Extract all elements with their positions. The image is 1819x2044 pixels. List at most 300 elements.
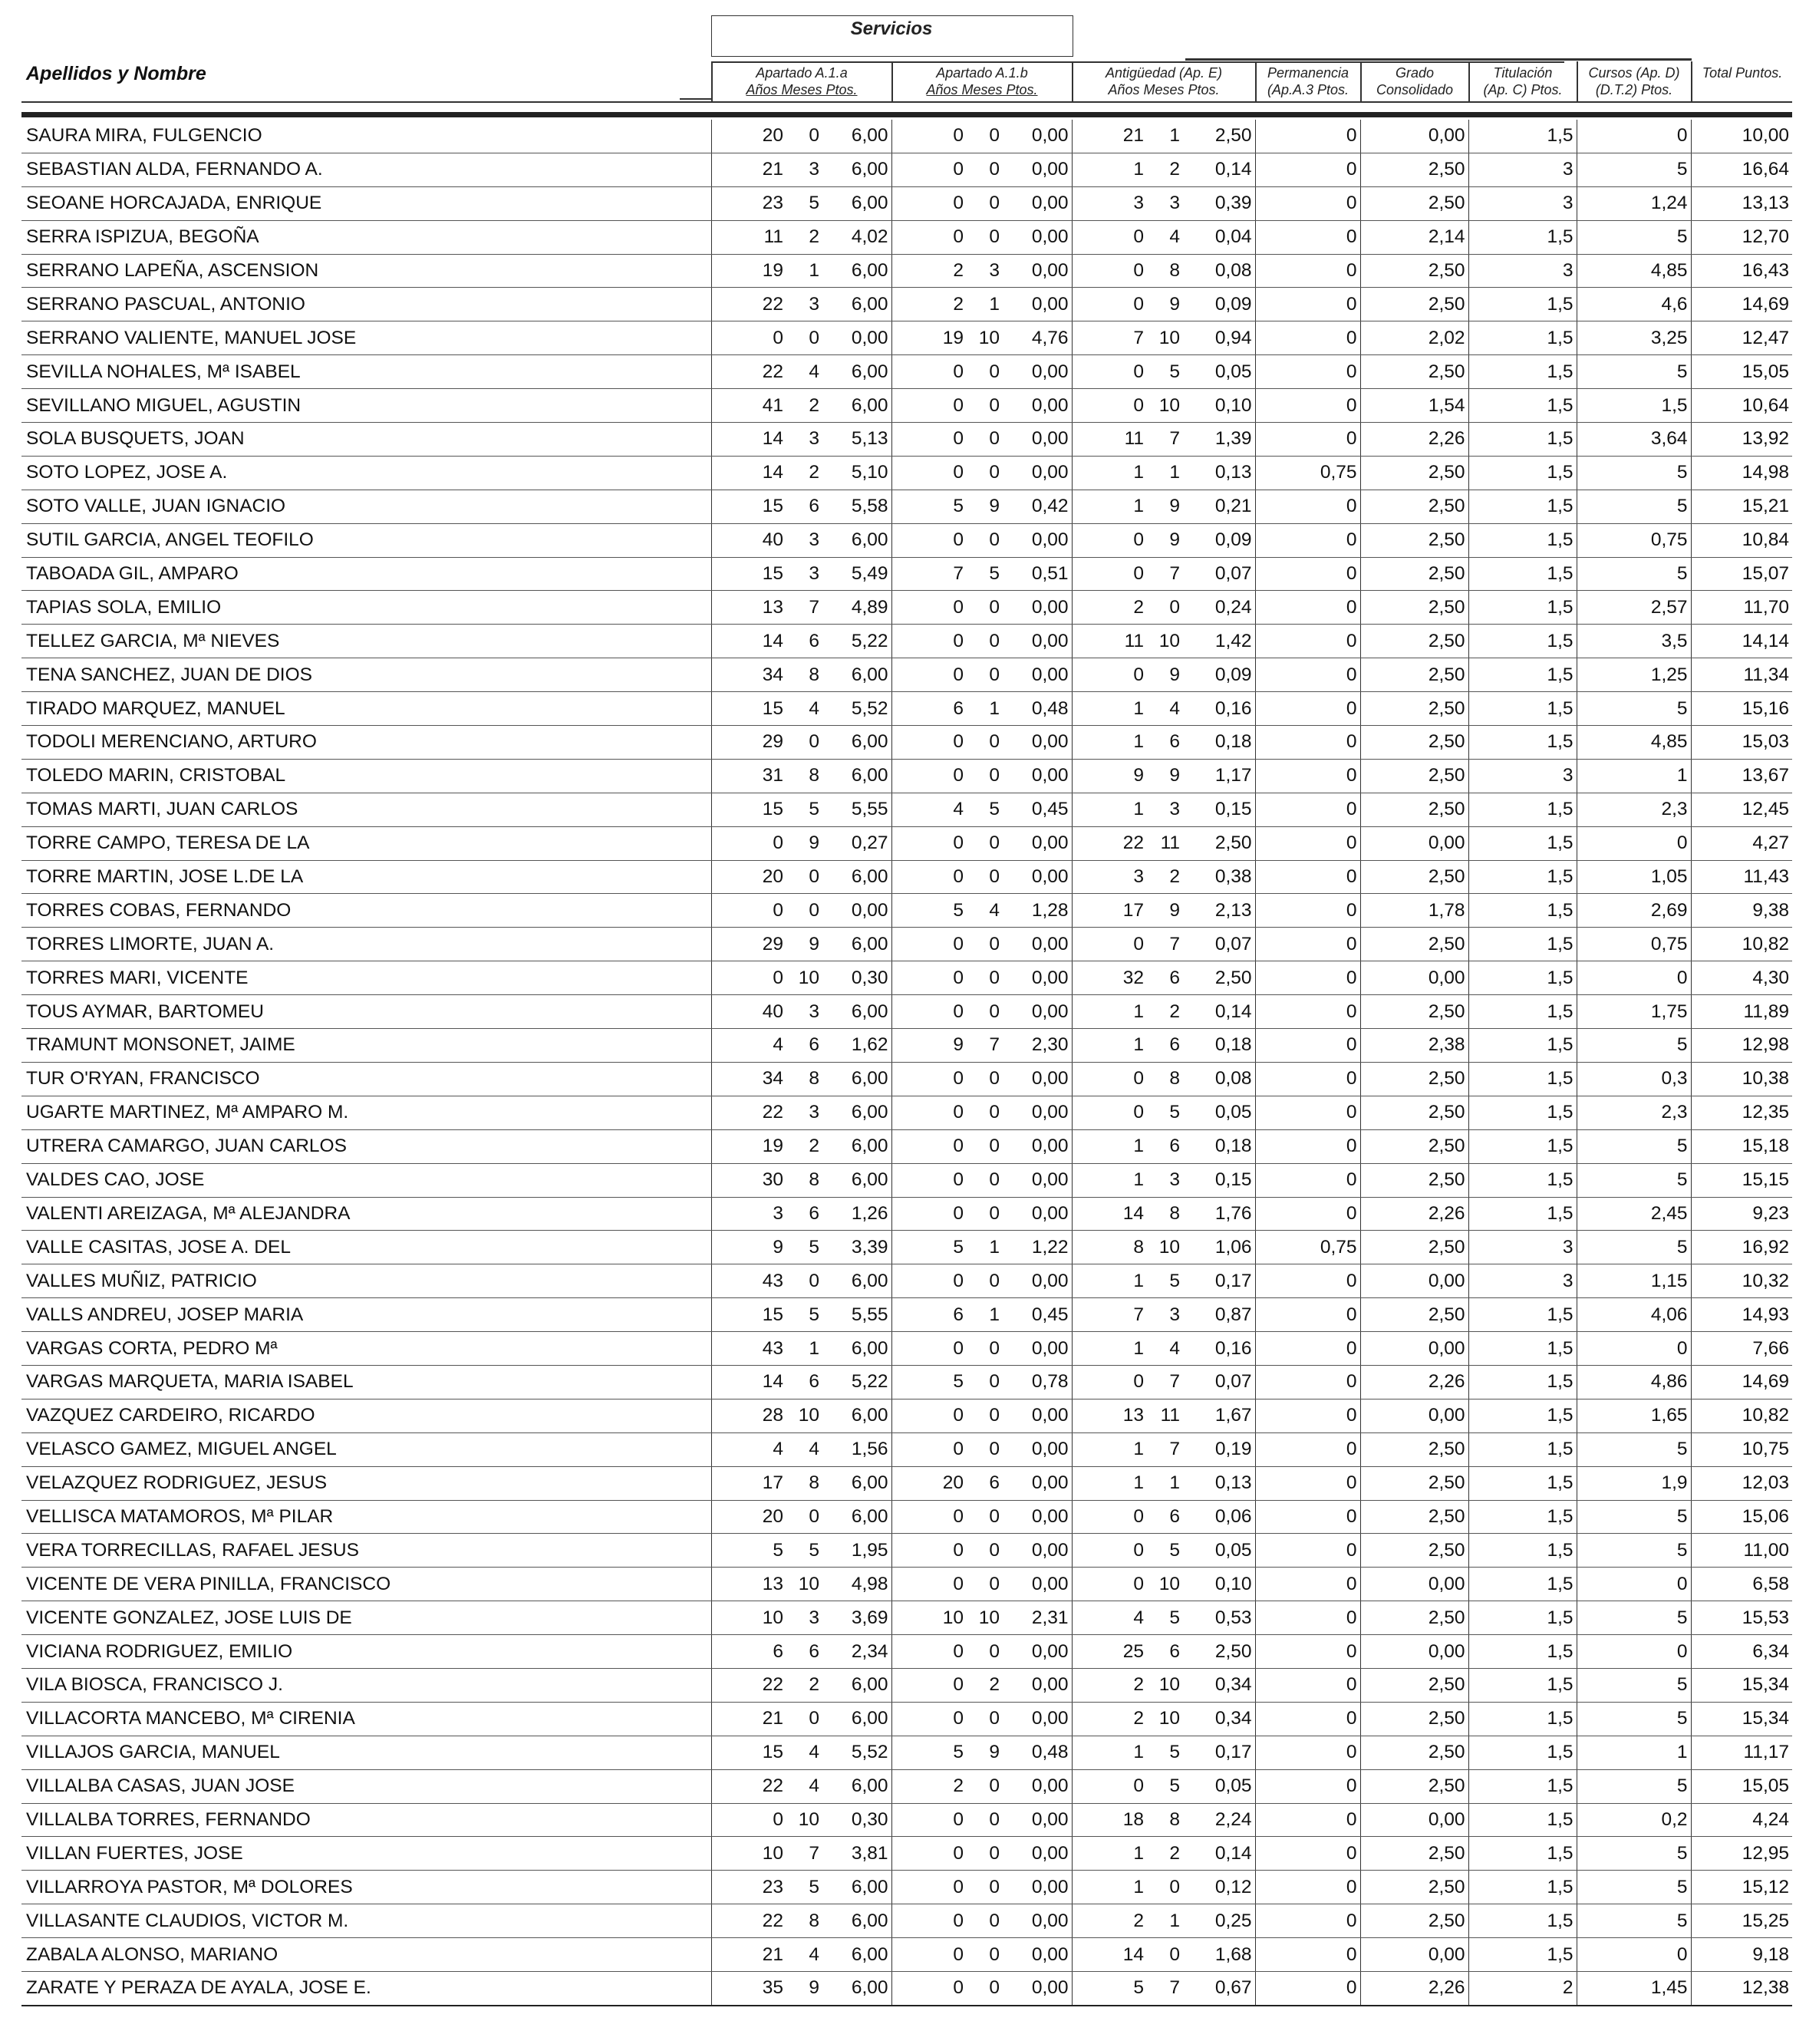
cell-titulacion: 1,5 (1468, 1938, 1577, 1972)
cell-total: 10,32 (1691, 1264, 1792, 1298)
cell-antig-meses: 10 (1147, 1668, 1183, 1702)
cell-a1b-meses: 0 (967, 1365, 1003, 1399)
cell-cursos: 1,65 (1577, 1399, 1691, 1432)
cell-a1b-ptos: 0,00 (1003, 1971, 1072, 2005)
col-header-permanencia-line1: Permanencia (1267, 65, 1349, 81)
cell-permanencia: 0 (1255, 826, 1360, 860)
cell-grado: 2,50 (1360, 1534, 1468, 1568)
cell-antig-anos: 0 (1072, 523, 1147, 557)
cell-permanencia: 0 (1255, 1769, 1360, 1803)
cell-grado: 2,50 (1360, 254, 1468, 288)
table-row (21, 1096, 1792, 1129)
cell-a1a-meses: 6 (786, 1197, 822, 1231)
cell-grado: 2,50 (1360, 928, 1468, 961)
table-row (21, 793, 1792, 826)
cell-a1a-meses: 3 (786, 557, 822, 591)
cell-antig-ptos: 0,13 (1183, 1466, 1255, 1500)
cell-titulacion: 1,5 (1468, 692, 1577, 726)
cell-a1b-ptos: 0,00 (1003, 625, 1072, 658)
cell-a1b-anos: 0 (891, 1938, 967, 1972)
cell-antig-meses: 6 (1147, 726, 1183, 760)
cell-grado: 2,50 (1360, 692, 1468, 726)
cell-a1b-meses: 10 (967, 1601, 1003, 1635)
header-bottom-rule (21, 101, 1792, 103)
table-row (21, 1231, 1792, 1264)
cell-a1b-meses: 5 (967, 557, 1003, 591)
cell-titulacion: 1,5 (1468, 1029, 1577, 1063)
cell-a1b-ptos: 0,00 (1003, 456, 1072, 490)
cell-cursos: 5 (1577, 490, 1691, 523)
cell-a1b-anos: 0 (891, 826, 967, 860)
cell-titulacion: 1,5 (1468, 1601, 1577, 1635)
cell-a1b-meses: 1 (967, 692, 1003, 726)
col-header-antiguedad (1073, 64, 1254, 98)
cell-a1b-meses: 9 (967, 1736, 1003, 1769)
cell-antig-ptos: 0,10 (1183, 389, 1255, 423)
cell-a1b-ptos: 0,00 (1003, 759, 1072, 793)
cell-cursos: 4,06 (1577, 1298, 1691, 1332)
cell-antig-meses: 3 (1147, 793, 1183, 826)
scores-table-body (21, 120, 1792, 2006)
cell-total: 14,98 (1691, 456, 1792, 490)
cell-total: 14,14 (1691, 625, 1792, 658)
cell-name: VALLS ANDREU, JOSEP MARIA (21, 1298, 711, 1332)
table-row (21, 1568, 1792, 1601)
cell-antig-meses: 4 (1147, 692, 1183, 726)
cell-a1b-anos: 0 (891, 355, 967, 389)
cell-antig-anos: 0 (1072, 1500, 1147, 1534)
cell-a1b-ptos: 0,00 (1003, 726, 1072, 760)
cell-a1a-anos: 0 (711, 894, 786, 928)
cell-antig-anos: 1 (1072, 1837, 1147, 1871)
cell-cursos: 5 (1577, 456, 1691, 490)
cell-a1b-ptos: 0,00 (1003, 120, 1072, 153)
cell-cursos: 0 (1577, 1568, 1691, 1601)
cell-a1b-ptos: 1,28 (1003, 894, 1072, 928)
cell-cursos: 5 (1577, 1871, 1691, 1904)
cell-total: 12,35 (1691, 1096, 1792, 1129)
cell-antig-ptos: 1,68 (1183, 1938, 1255, 1972)
cell-a1b-ptos: 0,00 (1003, 1904, 1072, 1938)
cell-a1a-anos: 3 (711, 1197, 786, 1231)
cell-antig-ptos: 0,09 (1183, 288, 1255, 321)
cell-antig-meses: 10 (1147, 389, 1183, 423)
cell-a1b-ptos: 0,00 (1003, 1062, 1072, 1096)
cell-name: TENA SANCHEZ, JUAN DE DIOS (21, 658, 711, 692)
cell-total: 15,18 (1691, 1129, 1792, 1163)
cell-antig-ptos: 2,24 (1183, 1803, 1255, 1837)
table-row (21, 961, 1792, 995)
cell-antig-anos: 1 (1072, 692, 1147, 726)
cell-antig-anos: 0 (1072, 288, 1147, 321)
cell-antig-meses: 11 (1147, 1399, 1183, 1432)
cell-antig-meses: 6 (1147, 1500, 1183, 1534)
cell-name: VILLASANTE CLAUDIOS, VICTOR M. (21, 1904, 711, 1938)
cell-cursos: 5 (1577, 1163, 1691, 1197)
cell-a1a-meses: 5 (786, 186, 822, 220)
cell-permanencia: 0 (1255, 793, 1360, 826)
cell-cursos: 1 (1577, 1736, 1691, 1769)
cell-a1b-anos: 2 (891, 288, 967, 321)
table-row (21, 591, 1792, 625)
cell-grado: 2,26 (1360, 1971, 1468, 2005)
cell-antig-ptos: 0,14 (1183, 153, 1255, 186)
cell-permanencia: 0 (1255, 186, 1360, 220)
cell-a1b-anos: 0 (891, 1197, 967, 1231)
cell-a1b-anos: 0 (891, 726, 967, 760)
cell-antig-anos: 22 (1072, 826, 1147, 860)
cell-permanencia: 0 (1255, 1096, 1360, 1129)
table-row (21, 456, 1792, 490)
cell-permanencia: 0 (1255, 928, 1360, 961)
cell-a1a-ptos: 6,00 (822, 389, 891, 423)
cell-cursos: 1,15 (1577, 1264, 1691, 1298)
cell-a1a-meses: 6 (786, 625, 822, 658)
cell-cursos: 5 (1577, 1500, 1691, 1534)
cell-a1b-anos: 5 (891, 1736, 967, 1769)
cell-cursos: 0 (1577, 961, 1691, 995)
table-row (21, 1029, 1792, 1063)
cell-antig-meses: 10 (1147, 321, 1183, 355)
cell-antig-meses: 4 (1147, 220, 1183, 254)
cell-name: TOUS AYMAR, BARTOMEU (21, 995, 711, 1029)
cell-cursos: 4,86 (1577, 1365, 1691, 1399)
cell-antig-meses: 1 (1147, 1466, 1183, 1500)
cell-name: TELLEZ GARCIA, Mª NIEVES (21, 625, 711, 658)
cell-a1b-ptos: 0,00 (1003, 423, 1072, 457)
col-header-grado-line1: Grado (1395, 65, 1435, 81)
cell-cursos: 2,3 (1577, 793, 1691, 826)
cell-cursos: 5 (1577, 1769, 1691, 1803)
cell-a1a-meses: 0 (786, 1264, 822, 1298)
table-row (21, 1769, 1792, 1803)
table-row (21, 1601, 1792, 1635)
cell-a1b-meses: 0 (967, 860, 1003, 894)
cell-a1a-meses: 3 (786, 995, 822, 1029)
cell-a1a-ptos: 6,00 (822, 1971, 891, 2005)
cell-antig-ptos: 0,07 (1183, 557, 1255, 591)
cell-antig-ptos: 0,05 (1183, 1096, 1255, 1129)
services-group-title: Servicios (850, 18, 933, 39)
cell-a1b-ptos: 0,00 (1003, 1163, 1072, 1197)
cell-grado: 0,00 (1360, 1264, 1468, 1298)
cell-grado: 2,50 (1360, 995, 1468, 1029)
cell-antig-anos: 1 (1072, 1871, 1147, 1904)
cell-name: SEBASTIAN ALDA, FERNANDO A. (21, 153, 711, 186)
cell-a1a-anos: 5 (711, 1534, 786, 1568)
cell-cursos: 0 (1577, 1938, 1691, 1972)
col-header-a1a-line1: Apartado A.1.a (756, 65, 848, 81)
col-header-permanencia-line2: (Ap.A.3 Ptos. (1267, 82, 1349, 97)
cell-antig-meses: 5 (1147, 1769, 1183, 1803)
cell-a1b-ptos: 0,00 (1003, 288, 1072, 321)
cell-antig-ptos: 2,50 (1183, 1635, 1255, 1669)
cell-a1a-meses: 5 (786, 1871, 822, 1904)
cell-a1b-meses: 0 (967, 1062, 1003, 1096)
cell-a1a-anos: 21 (711, 1938, 786, 1972)
cell-titulacion: 1,5 (1468, 625, 1577, 658)
table-row (21, 928, 1792, 961)
cell-total: 10,64 (1691, 389, 1792, 423)
cell-grado: 0,00 (1360, 1635, 1468, 1669)
cell-a1b-anos: 20 (891, 1466, 967, 1500)
table-row (21, 1938, 1792, 1972)
cell-antig-ptos: 0,15 (1183, 793, 1255, 826)
header-name-underline (680, 98, 711, 100)
table-row (21, 1197, 1792, 1231)
cell-a1b-anos: 0 (891, 1332, 967, 1366)
table-row (21, 1129, 1792, 1163)
cell-antig-meses: 0 (1147, 1871, 1183, 1904)
cell-a1b-anos: 0 (891, 1837, 967, 1871)
cell-grado: 0,00 (1360, 1399, 1468, 1432)
cell-a1b-meses: 0 (967, 1904, 1003, 1938)
cell-a1b-ptos: 0,48 (1003, 692, 1072, 726)
cell-antig-meses: 1 (1147, 120, 1183, 153)
cell-cursos: 5 (1577, 557, 1691, 591)
cell-total: 12,70 (1691, 220, 1792, 254)
cell-a1b-meses: 0 (967, 658, 1003, 692)
cell-a1a-anos: 34 (711, 658, 786, 692)
col-header-a1b-line1: Apartado A.1.b (936, 65, 1028, 81)
cell-antig-anos: 1 (1072, 1736, 1147, 1769)
cell-total: 12,47 (1691, 321, 1792, 355)
cell-permanencia: 0 (1255, 1029, 1360, 1063)
cell-cursos: 5 (1577, 1668, 1691, 1702)
cell-a1a-ptos: 4,98 (822, 1568, 891, 1601)
cell-total: 14,93 (1691, 1298, 1792, 1332)
cell-total: 12,38 (1691, 1971, 1792, 2005)
cell-a1b-meses: 1 (967, 1231, 1003, 1264)
cell-total: 9,18 (1691, 1938, 1792, 1972)
cell-a1a-anos: 17 (711, 1466, 786, 1500)
cell-a1a-anos: 10 (711, 1837, 786, 1871)
table-row (21, 826, 1792, 860)
cell-a1a-ptos: 5,52 (822, 1736, 891, 1769)
cell-titulacion: 3 (1468, 1264, 1577, 1298)
cell-a1b-ptos: 2,30 (1003, 1029, 1072, 1063)
cell-cursos: 5 (1577, 355, 1691, 389)
cell-a1a-ptos: 1,26 (822, 1197, 891, 1231)
cell-antig-anos: 1 (1072, 490, 1147, 523)
cell-a1a-ptos: 5,22 (822, 1365, 891, 1399)
cell-total: 15,25 (1691, 1904, 1792, 1938)
cell-titulacion: 1,5 (1468, 995, 1577, 1029)
table-row (21, 490, 1792, 523)
cell-name: ZARATE Y PERAZA DE AYALA, JOSE E. (21, 1971, 711, 2005)
cell-a1b-ptos: 0,48 (1003, 1736, 1072, 1769)
cell-a1a-anos: 40 (711, 523, 786, 557)
col-header-total-line1: Total Puntos. (1702, 65, 1783, 81)
cell-antig-meses: 8 (1147, 1062, 1183, 1096)
cell-antig-ptos: 0,16 (1183, 692, 1255, 726)
cell-titulacion: 1,5 (1468, 1163, 1577, 1197)
cell-a1a-ptos: 0,30 (822, 961, 891, 995)
cell-a1a-ptos: 6,00 (822, 759, 891, 793)
cell-titulacion: 1,5 (1468, 1500, 1577, 1534)
cell-permanencia: 0 (1255, 1264, 1360, 1298)
cell-titulacion: 1,5 (1468, 961, 1577, 995)
cell-a1b-meses: 1 (967, 288, 1003, 321)
cell-name: UGARTE MARTINEZ, Mª AMPARO M. (21, 1096, 711, 1129)
cell-a1a-anos: 4 (711, 1432, 786, 1466)
cell-titulacion: 1,5 (1468, 860, 1577, 894)
cell-antig-anos: 3 (1072, 186, 1147, 220)
cell-grado: 2,26 (1360, 1365, 1468, 1399)
cell-name: VALLE CASITAS, JOSE A. DEL (21, 1231, 711, 1264)
cell-antig-anos: 0 (1072, 355, 1147, 389)
cell-cursos: 5 (1577, 1534, 1691, 1568)
cell-a1a-meses: 6 (786, 1365, 822, 1399)
cell-a1a-meses: 0 (786, 120, 822, 153)
table-row (21, 1635, 1792, 1669)
cell-permanencia: 0 (1255, 1568, 1360, 1601)
cell-a1a-anos: 0 (711, 321, 786, 355)
cell-a1b-meses: 0 (967, 1837, 1003, 1871)
cell-antig-meses: 8 (1147, 1197, 1183, 1231)
cell-a1a-anos: 20 (711, 860, 786, 894)
cell-a1b-anos: 0 (891, 1500, 967, 1534)
cell-a1a-anos: 10 (711, 1601, 786, 1635)
cell-antig-meses: 6 (1147, 1635, 1183, 1669)
cell-a1b-ptos: 0,00 (1003, 254, 1072, 288)
cell-a1a-ptos: 6,00 (822, 1938, 891, 1972)
cell-a1a-ptos: 6,00 (822, 1668, 891, 1702)
cell-titulacion: 1,5 (1468, 456, 1577, 490)
cell-a1a-ptos: 1,95 (822, 1534, 891, 1568)
cell-name: VELLISCA MATAMOROS, Mª PILAR (21, 1500, 711, 1534)
cell-a1a-ptos: 6,00 (822, 1769, 891, 1803)
table-row (21, 726, 1792, 760)
cell-a1b-ptos: 0,00 (1003, 1432, 1072, 1466)
cell-a1b-meses: 0 (967, 186, 1003, 220)
cell-titulacion: 1,5 (1468, 1399, 1577, 1432)
cell-a1b-meses: 0 (967, 523, 1003, 557)
cell-grado: 2,50 (1360, 557, 1468, 591)
cell-a1b-meses: 7 (967, 1029, 1003, 1063)
cell-a1a-ptos: 3,81 (822, 1837, 891, 1871)
cell-antig-ptos: 0,53 (1183, 1601, 1255, 1635)
cell-cursos: 4,6 (1577, 288, 1691, 321)
cell-titulacion: 1,5 (1468, 1332, 1577, 1366)
col-header-titulacion (1470, 64, 1576, 98)
table-row (21, 1837, 1792, 1871)
cell-grado: 2,50 (1360, 1769, 1468, 1803)
cell-a1b-anos: 0 (891, 1129, 967, 1163)
col-header-a1a-line2: Años Meses Ptos. (746, 82, 858, 97)
cell-antig-ptos: 0,18 (1183, 1129, 1255, 1163)
cell-a1a-meses: 0 (786, 726, 822, 760)
cell-antig-anos: 1 (1072, 995, 1147, 1029)
cell-permanencia: 0 (1255, 490, 1360, 523)
cell-grado: 2,50 (1360, 490, 1468, 523)
cell-a1a-anos: 19 (711, 1129, 786, 1163)
cell-titulacion: 1,5 (1468, 826, 1577, 860)
cell-a1a-meses: 2 (786, 456, 822, 490)
cell-name: SUTIL GARCIA, ANGEL TEOFILO (21, 523, 711, 557)
cell-total: 15,34 (1691, 1702, 1792, 1736)
cell-total: 11,43 (1691, 860, 1792, 894)
cell-a1a-ptos: 5,10 (822, 456, 891, 490)
name-column-header: Apellidos y Nombre (26, 63, 206, 84)
cell-a1a-meses: 6 (786, 490, 822, 523)
cell-a1a-anos: 20 (711, 1500, 786, 1534)
cell-antig-anos: 14 (1072, 1197, 1147, 1231)
cell-grado: 2,50 (1360, 1432, 1468, 1466)
cell-a1a-meses: 10 (786, 1399, 822, 1432)
table-row (21, 120, 1792, 153)
cell-a1b-anos: 0 (891, 456, 967, 490)
cell-total: 11,70 (1691, 591, 1792, 625)
cell-titulacion: 1,5 (1468, 1803, 1577, 1837)
cell-grado: 2,50 (1360, 759, 1468, 793)
cell-grado: 2,38 (1360, 1029, 1468, 1063)
cell-a1a-anos: 22 (711, 1668, 786, 1702)
cell-a1b-ptos: 2,31 (1003, 1601, 1072, 1635)
cell-cursos: 0 (1577, 1332, 1691, 1366)
cell-antig-ptos: 0,08 (1183, 254, 1255, 288)
cell-a1a-meses: 5 (786, 793, 822, 826)
cell-permanencia: 0 (1255, 1432, 1360, 1466)
table-row (21, 860, 1792, 894)
cell-antig-anos: 0 (1072, 1534, 1147, 1568)
cell-a1a-anos: 15 (711, 692, 786, 726)
cell-a1b-meses: 0 (967, 1568, 1003, 1601)
cell-cursos: 2,57 (1577, 591, 1691, 625)
cell-a1a-ptos: 6,00 (822, 120, 891, 153)
cell-antig-anos: 3 (1072, 860, 1147, 894)
table-row (21, 1803, 1792, 1837)
col-header-grado (1362, 64, 1468, 98)
col-header-grado-line2: Consolidado (1376, 82, 1454, 97)
cell-a1b-ptos: 0,78 (1003, 1365, 1072, 1399)
cell-a1b-anos: 6 (891, 1298, 967, 1332)
cell-name: VILLALBA CASAS, JUAN JOSE (21, 1769, 711, 1803)
cell-permanencia: 0 (1255, 1163, 1360, 1197)
cell-a1a-ptos: 6,00 (822, 153, 891, 186)
cell-antig-ptos: 0,06 (1183, 1500, 1255, 1534)
cell-titulacion: 1,5 (1468, 1635, 1577, 1669)
cell-name: TORRE CAMPO, TERESA DE LA (21, 826, 711, 860)
cell-grado: 2,50 (1360, 288, 1468, 321)
cell-a1b-meses: 0 (967, 1432, 1003, 1466)
cell-permanencia: 0 (1255, 1803, 1360, 1837)
cell-total: 15,06 (1691, 1500, 1792, 1534)
cell-antig-ptos: 1,67 (1183, 1399, 1255, 1432)
cell-a1a-ptos: 6,00 (822, 1163, 891, 1197)
cell-a1b-ptos: 0,00 (1003, 1197, 1072, 1231)
cell-permanencia: 0 (1255, 961, 1360, 995)
cell-antig-anos: 18 (1072, 1803, 1147, 1837)
cell-name: VALENTI AREIZAGA, Mª ALEJANDRA (21, 1197, 711, 1231)
cell-a1b-meses: 0 (967, 928, 1003, 961)
cell-a1b-meses: 0 (967, 456, 1003, 490)
cell-a1a-ptos: 6,00 (822, 288, 891, 321)
cell-name: UTRERA CAMARGO, JUAN CARLOS (21, 1129, 711, 1163)
cell-cursos: 5 (1577, 692, 1691, 726)
cell-grado: 1,54 (1360, 389, 1468, 423)
cell-a1b-meses: 0 (967, 220, 1003, 254)
cell-cursos: 2,69 (1577, 894, 1691, 928)
cell-total: 15,34 (1691, 1668, 1792, 1702)
cell-antig-ptos: 0,87 (1183, 1298, 1255, 1332)
cell-antig-meses: 11 (1147, 826, 1183, 860)
cell-a1b-anos: 0 (891, 1568, 967, 1601)
cell-a1a-ptos: 6,00 (822, 928, 891, 961)
cell-a1b-anos: 0 (891, 1062, 967, 1096)
cell-a1a-meses: 3 (786, 1601, 822, 1635)
cell-antig-meses: 9 (1147, 759, 1183, 793)
